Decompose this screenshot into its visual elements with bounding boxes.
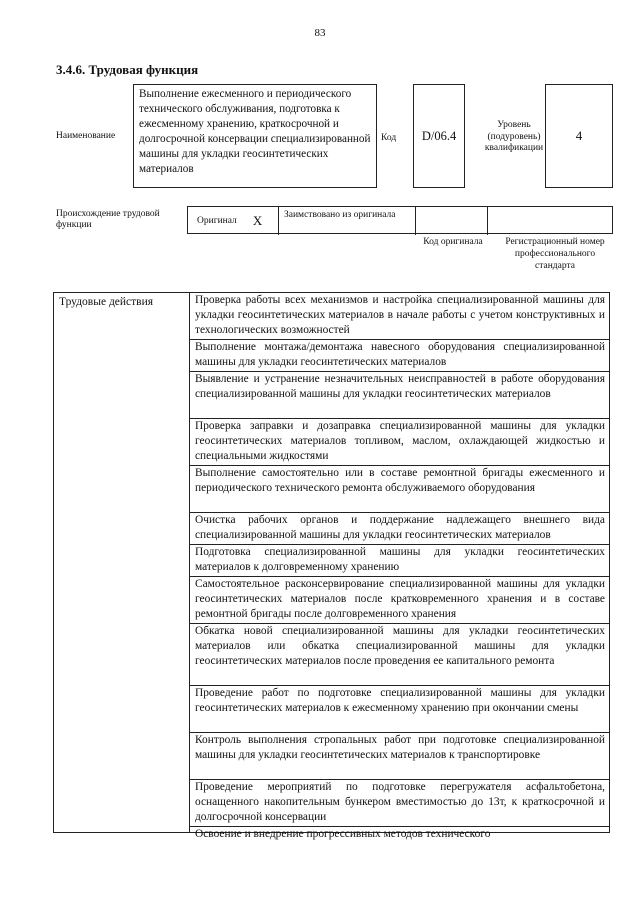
labor-action-row: Проведение работ по подготовке специализированной машины для укладки геосинтетических материалов к ежесменному хранению при окончании смены bbox=[190, 686, 609, 733]
labor-actions-list bbox=[190, 293, 609, 844]
registration-number-cell bbox=[488, 207, 612, 235]
level-value-box: 4 bbox=[545, 84, 613, 188]
origin-label: Происхождение трудовой функции bbox=[56, 209, 160, 230]
origin-row bbox=[187, 206, 613, 234]
page-number: 83 bbox=[314, 27, 326, 39]
code-value-box: D/06.4 bbox=[413, 84, 465, 188]
original-code-cell bbox=[416, 207, 488, 235]
labor-action-row: Контроль выполнения стропальных работ при подготовке специализированной машины для укладки геосинтетических материалов к транспортировке bbox=[190, 733, 609, 780]
level-label: Уровень (подуровень) квалификации bbox=[484, 120, 544, 153]
labor-action-row: Выполнение монтажа/демонтажа навесного оборудования специализированной машины для укладки геосинтетических материалов bbox=[190, 340, 609, 372]
labor-action-row: Обкатка новой специализированной машины для укладки геосинтетических материалов или обкатка специализированной машины для укладки геосинтетических материалов после проведения ее капитального ремонта bbox=[190, 624, 609, 686]
labor-action-row: Выявление и устранение незначительных неисправностей в работе оборудования специализированной машины для укладки геосинтетических материалов bbox=[190, 372, 609, 419]
labor-actions-table bbox=[53, 292, 610, 840]
registration-number-caption: Регистрационный номер профессионального стандарта bbox=[505, 237, 605, 271]
original-code-caption: Код оригинала bbox=[423, 237, 483, 247]
labor-action-row: Подготовка специализированной машины для укладки геосинтетических материалов к долговременному хранению bbox=[190, 545, 609, 577]
labor-actions-label: Трудовые действия bbox=[54, 293, 190, 832]
code-label: Код bbox=[381, 133, 397, 143]
function-name-box: Выполнение ежесменного и периодического технического обслуживания, подготовка к ежесменному хранению, краткосрочной и долгосрочной консервации специализированной машины для укладки геосинтетических материалов bbox=[133, 84, 377, 188]
labor-action-row: Очистка рабочих органов и поддержание надлежащего внешнего вида специализированной машины для укладки геосинтетических материалов bbox=[190, 513, 609, 545]
original-cell bbox=[188, 207, 279, 235]
borrowed-label: Заимствовано из оригинала bbox=[279, 207, 416, 235]
original-mark: X bbox=[252, 213, 263, 228]
labor-action-row: Самостоятельное расконсервирование специализированной машины для укладки геосинтетических материалов после кратковременного хранения и в составе ремонтной бригады после долговременного хранения bbox=[190, 577, 609, 624]
labor-action-row: Проведение мероприятий по подготовке перегружателя асфальтобетона, оснащенного накопительным бункером вместимостью до 13т, к краткосрочной и долгосрочной консервации bbox=[190, 780, 609, 827]
original-label: Оригинал bbox=[197, 216, 237, 226]
labor-action-row: Освоение и внедрение прогрессивных методов технического bbox=[195, 828, 491, 840]
labor-action-row: Выполнение самостоятельно или в составе ремонтной бригады ежесменного и периодического технического ремонта обслуживаемого оборудования bbox=[190, 466, 609, 513]
section-title: 3.4.6. Трудовая функция bbox=[56, 62, 199, 77]
labor-action-row: Проверка работы всех механизмов и настройка специализированной машины для укладки геосинтетических материалов в начале работы с учетом конструктивных и технологических возможностей bbox=[190, 293, 609, 340]
name-label: Наименование bbox=[56, 131, 116, 141]
labor-action-row: Проверка заправки и дозаправка специализированной машины для укладки геосинтетических материалов топливом, маслом, охлаждающей жидкостью и специальными жидкостями bbox=[190, 419, 609, 466]
